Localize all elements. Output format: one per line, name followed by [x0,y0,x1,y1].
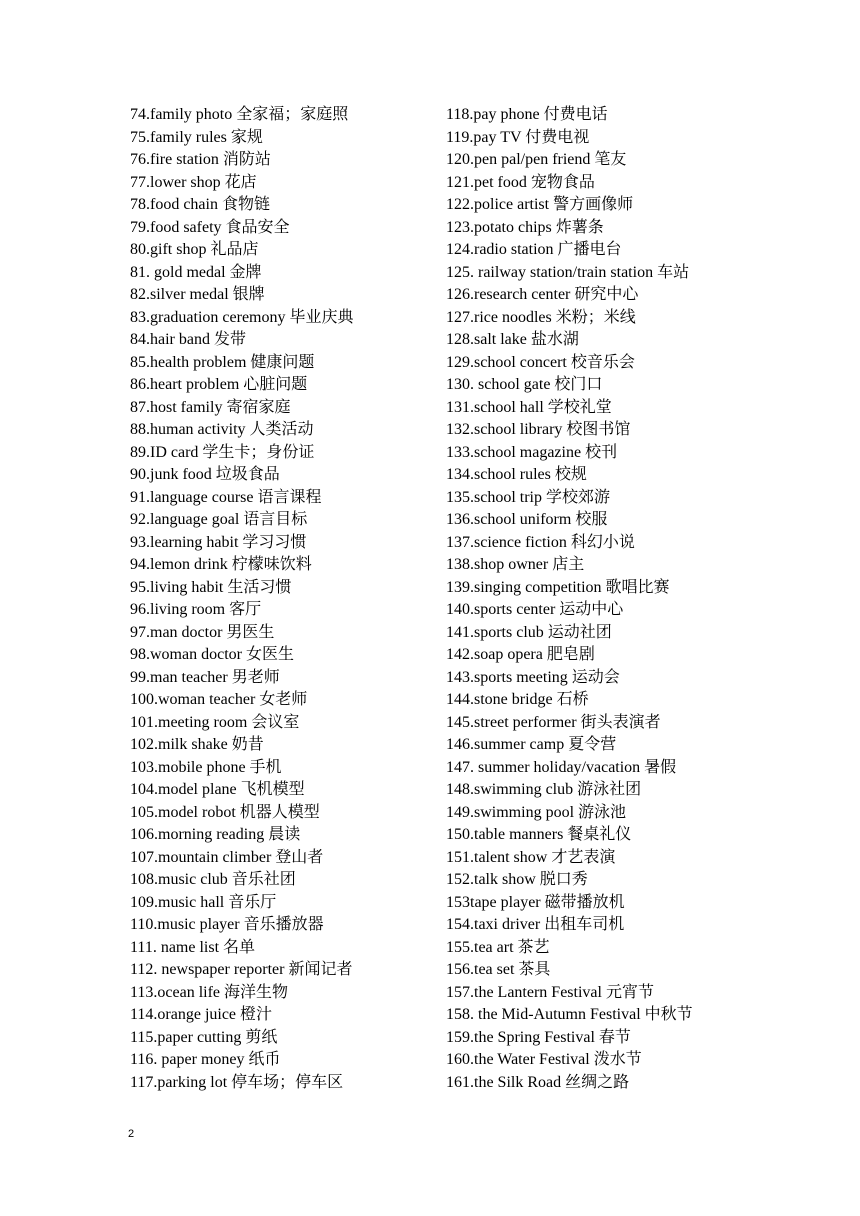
vocab-entry: 141.sports club 运动社团 [446,623,612,641]
vocab-entry: 75.family rules 家规 [130,128,263,146]
vocab-entry: 135.school trip 学校郊游 [446,488,610,506]
vocab-entry: 79.food safety 食品安全 [130,218,290,236]
vocab-entry: 92.language goal 语言目标 [130,511,308,528]
page-number: 2 [128,1128,135,1140]
vocab-entry: 114.orange juice 橙汁 [130,1006,273,1023]
vocab-list-right [446,104,786,1094]
vocab-entry: 136.school uniform 校服 [446,511,608,528]
vocab-entry: 98.woman doctor 女医生 [130,646,294,663]
vocab-entry: 161.the Silk Road 丝绸之路 [446,1073,630,1091]
vocab-entry: 145.street performer 街头表演者 [446,713,661,731]
vocab-entry: 152.talk show 脱口秀 [446,871,588,888]
vocab-entry: 122.police artist 警方画像师 [446,196,634,213]
vocab-entry: 128.salt lake 盐水湖 [446,331,579,348]
vocab-entry: 124.radio station 广播电台 [446,241,622,258]
vocab-entry: 151.talent show 才艺表演 [446,848,616,866]
vocab-entry: 137.science fiction 科幻小说 [446,533,635,551]
vocab-entry: 99.man teacher 男老师 [130,668,280,686]
vocab-entry: 139.singing competition 歌唱比赛 [446,578,670,596]
vocab-entry: 113.ocean life 海洋生物 [130,983,289,1001]
vocab-entry: 85.health problem 健康问题 [130,353,315,371]
vocab-entry: 157.the Lantern Festival 元宵节 [446,983,654,1001]
vocab-entry: 103.mobile phone 手机 [130,758,282,776]
vocab-entry: 107.mountain climber 登山者 [130,848,324,866]
vocab-entry: 109.music hall 音乐厅 [130,893,277,911]
vocab-entry: 80.gift shop 礼品店 [130,241,259,258]
vocab-entry: 82.silver medal 银牌 [130,286,265,303]
vocab-entry: 110.music player 音乐播放器 [130,916,324,933]
vocab-entry: 150.table manners 餐桌礼仪 [446,826,632,843]
vocab-entry: 159.the Spring Festival 春节 [446,1028,631,1046]
vocab-entry: 96.living room 客厅 [130,601,262,618]
vocab-entry: 95.living habit 生活习惯 [130,578,292,596]
vocab-entry: 100.woman teacher 女老师 [130,691,308,708]
vocab-entry: 142.soap opera 肥皂剧 [446,646,595,663]
vocab-entry: 126.research center 研究中心 [446,286,639,303]
vocab-entry: 123.potato chips 炸薯条 [446,218,604,236]
vocab-entry: 138.shop owner 店主 [446,556,585,573]
vocab-entry: 154.taxi driver 出租车司机 [446,916,625,933]
vocab-entry: 118.pay phone 付费电话 [446,106,608,123]
vocab-entry: 74.family photo 全家福；家庭照 [130,106,349,123]
vocab-entry: 76.fire station 消防站 [130,151,271,168]
vocab-entry: 102.milk shake 奶昔 [130,736,264,753]
vocab-entry: 146.summer camp 夏令营 [446,736,617,753]
vocab-entry: 140.sports center 运动中心 [446,601,624,618]
vocab-entry: 125. railway station/train station 车站 [446,263,690,281]
vocab-entry: 117.parking lot 停车场；停车区 [130,1073,344,1091]
vocab-entry: 106.morning reading 晨读 [130,826,301,843]
vocab-entry: 78.food chain 食物链 [130,196,270,213]
vocab-entry: 160.the Water Festival 泼水节 [446,1051,642,1068]
vocab-entry: 119.pay TV 付费电视 [446,128,590,146]
vocab-entry: 147. summer holiday/vacation 暑假 [446,758,677,776]
vocab-entry: 88.human activity 人类活动 [130,421,314,438]
vocab-entry: 155.tea art 茶艺 [446,938,550,956]
vocab-entry: 156.tea set 茶具 [446,961,551,978]
vocab-entry: 121.pet food 宠物食品 [446,173,595,191]
vocab-entry: 130. school gate 校门口 [446,376,603,393]
vocab-entry: 133.school magazine 校刊 [446,443,618,461]
vocab-entry: 143.sports meeting 运动会 [446,668,620,686]
vocab-entry: 91.language course 语言课程 [130,488,322,506]
vocab-entry: 83.graduation ceremony 毕业庆典 [130,308,354,326]
vocab-entry: 148.swimming club 游泳社团 [446,781,642,798]
vocab-entry: 108.music club 音乐社团 [130,871,296,888]
vocab-entry: 77.lower shop 花店 [130,173,257,191]
vocab-entry: 97.man doctor 男医生 [130,623,275,641]
vocab-entry: 112. newspaper reporter 新闻记者 [130,961,353,978]
vocab-entry: 84.hair band 发带 [130,331,246,348]
vocab-entry: 116. paper money 纸币 [130,1051,281,1068]
vocab-entry: 129.school concert 校音乐会 [446,353,635,371]
vocab-entry: 93.learning habit 学习习惯 [130,533,307,551]
vocab-entry: 81. gold medal 金牌 [130,263,262,281]
vocab-entry: 153tape player 磁带播放机 [446,893,625,911]
vocab-entry: 131.school hall 学校礼堂 [446,398,612,416]
vocab-entry: 115.paper cutting 剪纸 [130,1028,278,1046]
vocab-entry: 101.meeting room 会议室 [130,713,300,731]
vocab-entry: 127.rice noodles 米粉；米线 [446,308,636,326]
vocab-entry: 104.model plane 飞机模型 [130,781,305,798]
vocab-entry: 158. the Mid-Autumn Festival 中秋节 [446,1006,693,1023]
vocab-entry: 105.model robot 机器人模型 [130,803,320,821]
vocab-list-left [130,104,430,1094]
vocab-entry: 134.school rules 校规 [446,466,587,483]
vocab-entry: 94.lemon drink 柠檬味饮料 [130,556,312,573]
vocab-entry: 86.heart problem 心脏问题 [130,376,308,393]
vocab-entry: 149.swimming pool 游泳池 [446,803,627,821]
vocab-entry: 87.host family 寄宿家庭 [130,398,291,416]
vocab-entry: 89.ID card 学生卡；身份证 [130,443,315,461]
vocab-entry: 90.junk food 垃圾食品 [130,466,280,483]
vocab-entry: 120.pen pal/pen friend 笔友 [446,151,627,168]
vocab-entry: 132.school library 校图书馆 [446,421,631,438]
vocab-entry: 144.stone bridge 石桥 [446,691,589,708]
vocab-entry: 111. name list 名单 [130,938,256,956]
